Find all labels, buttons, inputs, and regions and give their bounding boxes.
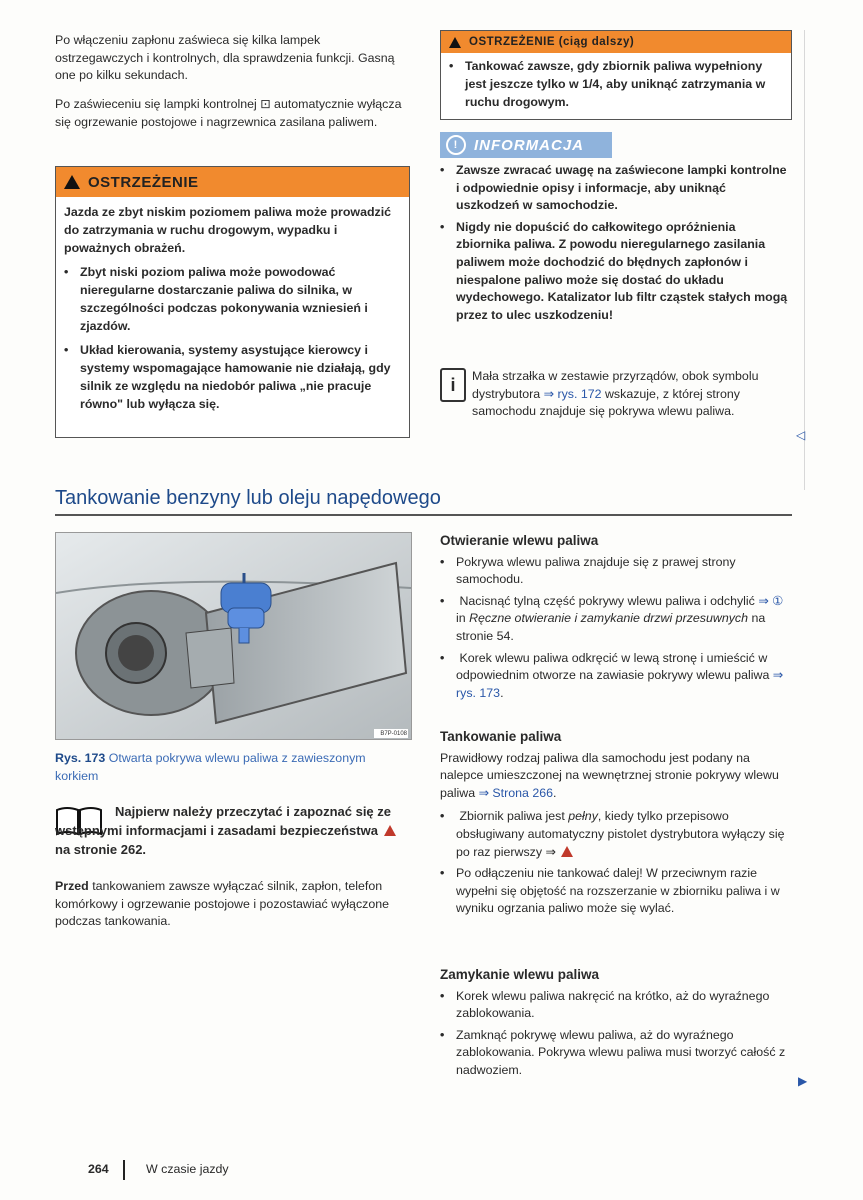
fuel-flap-figure	[55, 532, 412, 740]
note-text	[472, 368, 790, 421]
closing-title: Zamykanie wlewu paliwa	[440, 967, 600, 982]
opening-section	[440, 532, 790, 702]
info-header	[440, 132, 612, 158]
info-note-icon: i	[440, 368, 466, 402]
note-text-pre: Mała strzałka w zestawie przyrządów, obok symbolu dystrybutora	[472, 369, 759, 401]
refuel-b1-post: , kiedy tylko przepisowo obsługiwany automatyczny pistolet dystrybutora wyłączy się po raz pierwszy ⇒	[456, 809, 785, 859]
read-first-note	[55, 802, 415, 859]
opening-b2-post: na stronie 54.	[456, 611, 766, 643]
refuel-paragraph	[440, 750, 790, 803]
refuel-p1-pre: Prawidłowy rodzaj paliwa dla samochodu jest podany na nalepce umieszczonej na wewnętrznej stronie pokrywy wlewu paliwa	[440, 750, 779, 800]
next-page-arrow-icon[interactable]: ▶	[798, 1074, 808, 1088]
intro-paragraph-2: Po zaświeceniu się lampki kontrolnej ⊡ automatycznie wyłącza się ogrzewanie postojowe i nagrzewnica zasilana paliwem.	[55, 97, 402, 129]
warning-title: OSTRZEŻENIE	[88, 173, 199, 191]
warning-triangle-icon	[64, 175, 80, 189]
warning-bullet: • Układ kierowania, systemy asystujące kierowcy i systemy wspomagające hamowanie nie działają, gdy silnik ze względu na niedobór paliwa „nie pracuje równo" lub wyłącza się.	[64, 341, 401, 413]
section-divider	[55, 514, 792, 516]
warning-bullet: • Tankować zawsze, gdy zbiornik paliwa wypełniony jest jeszcze tylko w 1/4, aby uniknąć zatrzymania w ruchu drogowym.	[449, 57, 783, 111]
note-text-post: wskazuje, z której strony samochodu znajduje się pokrywa wlewu paliwa.	[472, 386, 740, 419]
refuel-bullet	[440, 808, 790, 861]
warning-continued-box	[440, 30, 792, 120]
warning-triangle-icon	[449, 37, 461, 48]
opening-b3-pre: Korek wlewu paliwa odkręcić w lewą stronę i umieścić w odpowiednim otworze na zawiasie pokrywy wlewu paliwa	[456, 650, 773, 683]
refuel-section	[440, 728, 790, 918]
opening-b2-link[interactable]: ⇒ ①	[758, 593, 784, 608]
info-bullet: • Zawsze zwracać uwagę na zaświecone lampki kontrolne i odpowiednie opisy i informacje, aby uniknąć uszkodzeń w samochodzie.	[440, 162, 790, 215]
opening-bullet	[440, 593, 790, 646]
opening-b2-italic: Ręczne otwieranie i zamykanie drzwi przesuwnych	[469, 611, 748, 626]
refuel-page-link[interactable]: ⇒ Strona 266	[478, 785, 554, 800]
before-rest: tankowaniem zawsze wyłączać silnik, zapłon, telefon komórkowy i ogrzewanie postojowe i pozostawiać wyłączone podczas tankowania.	[55, 879, 390, 929]
opening-b2-pre: Nacisnąć tylną część pokrywy wlewu paliwa i odchylić	[459, 593, 759, 608]
warning-triangle-icon	[384, 825, 396, 836]
opening-bullet	[440, 650, 790, 703]
refuel-p1-post: .	[553, 785, 557, 800]
closing-section	[440, 966, 790, 1080]
opening-b3-link[interactable]: ⇒ rys. 173	[456, 668, 784, 700]
footer-section: W czasie jazdy	[146, 1162, 229, 1176]
opening-b3-post: .	[500, 685, 504, 700]
before-lead: Przed	[55, 879, 89, 893]
opening-bullet: • Pokrywa wlewu paliwa znajduje się z prawej strony samochodu.	[440, 554, 790, 589]
read-first-text: Najpierw należy przeczytać i zapoznać się ze wstępnymi informacjami i zasadami bezpieczeństwa	[55, 804, 392, 838]
footer-divider	[123, 1160, 125, 1180]
closing-bullet: • Korek wlewu paliwa nakręcić na krótko, aż do wyraźnego zablokowania.	[440, 988, 790, 1023]
info-title: INFORMACJA	[474, 136, 584, 154]
warning-triangle-icon[interactable]	[561, 846, 573, 857]
before-refuel-paragraph	[55, 878, 410, 931]
refuel-b1-italic: pełny	[568, 809, 598, 824]
opening-b2-mid: in	[456, 611, 470, 626]
figure-code: B7P-0108	[380, 731, 407, 737]
read-first-page: na stronie 262.	[55, 842, 147, 857]
warning-header	[56, 167, 409, 197]
closing-bullet: • Zamknąć pokrywę wlewu paliwa, aż do wyraźnego zablokowania. Pokrywa wlewu paliwa musi tworzyć całość z nadwoziem.	[440, 1027, 790, 1080]
info-bullet: • Nigdy nie dopuścić do całkowitego opróżnienia zbiornika paliwa. Z powodu nieregularnego zasilania paliwem może dochodzić do błędnych zapłonów i niespalone paliwo może się dostać do układu wydechowego. Katalizator lub filtr cząstek stałych mogą przez to ulec uszkodzeniu!	[440, 219, 790, 325]
fuel-flap-illustration	[56, 533, 411, 739]
intro-paragraph-1: Po włączeniu zapłonu zaświeca się kilka lampek ostrzegawczych i kontrolnych, dla sprawdzenia funkcji. Gasną one po kilku sekundach.	[55, 33, 395, 83]
opening-title: Otwieranie wlewu paliwa	[440, 533, 599, 548]
warning-intro: Jazda ze zbyt niskim poziomem paliwa może prowadzić do zatrzymania w ruchu drogowym, wypadku i poważnych obrażeń.	[64, 205, 392, 255]
section-title: Tankowanie benzyny lub oleju napędowego	[55, 487, 441, 509]
figure-caption	[55, 750, 410, 785]
warning-continued-title: OSTRZEŻENIE (ciąg dalszy)	[469, 36, 635, 48]
refuel-bullet: • Po odłączeniu nie tankować dalej! W przeciwnym razie wypełni się objętość na rozszerzanie w zbiorniku paliwa i w wyniku ogrzania paliwo może się wylać.	[440, 865, 790, 918]
caption-label: Rys. 173	[55, 751, 106, 765]
warning-box	[55, 166, 410, 438]
back-arrow-icon[interactable]: ◁	[796, 428, 806, 442]
caption-text: Otwarta pokrywa wlewu paliwa z zawieszonym korkiem	[55, 751, 366, 783]
info-circle-icon: !	[446, 135, 466, 155]
warning-continued-header	[441, 31, 791, 53]
info-body	[440, 162, 790, 324]
note-figure-link[interactable]: ⇒ rys. 172	[543, 386, 602, 401]
refuel-title: Tankowanie paliwa	[440, 729, 562, 744]
refuel-b1-pre: Zbiornik paliwa jest	[459, 809, 569, 824]
page-number: 264	[88, 1162, 109, 1176]
warning-bullet: • Zbyt niski poziom paliwa może powodować nieregularne dostarczanie paliwa do silnika, w szczególności podczas pokonywania wzniesień i zjazdów.	[64, 263, 401, 335]
column-divider	[804, 30, 805, 490]
